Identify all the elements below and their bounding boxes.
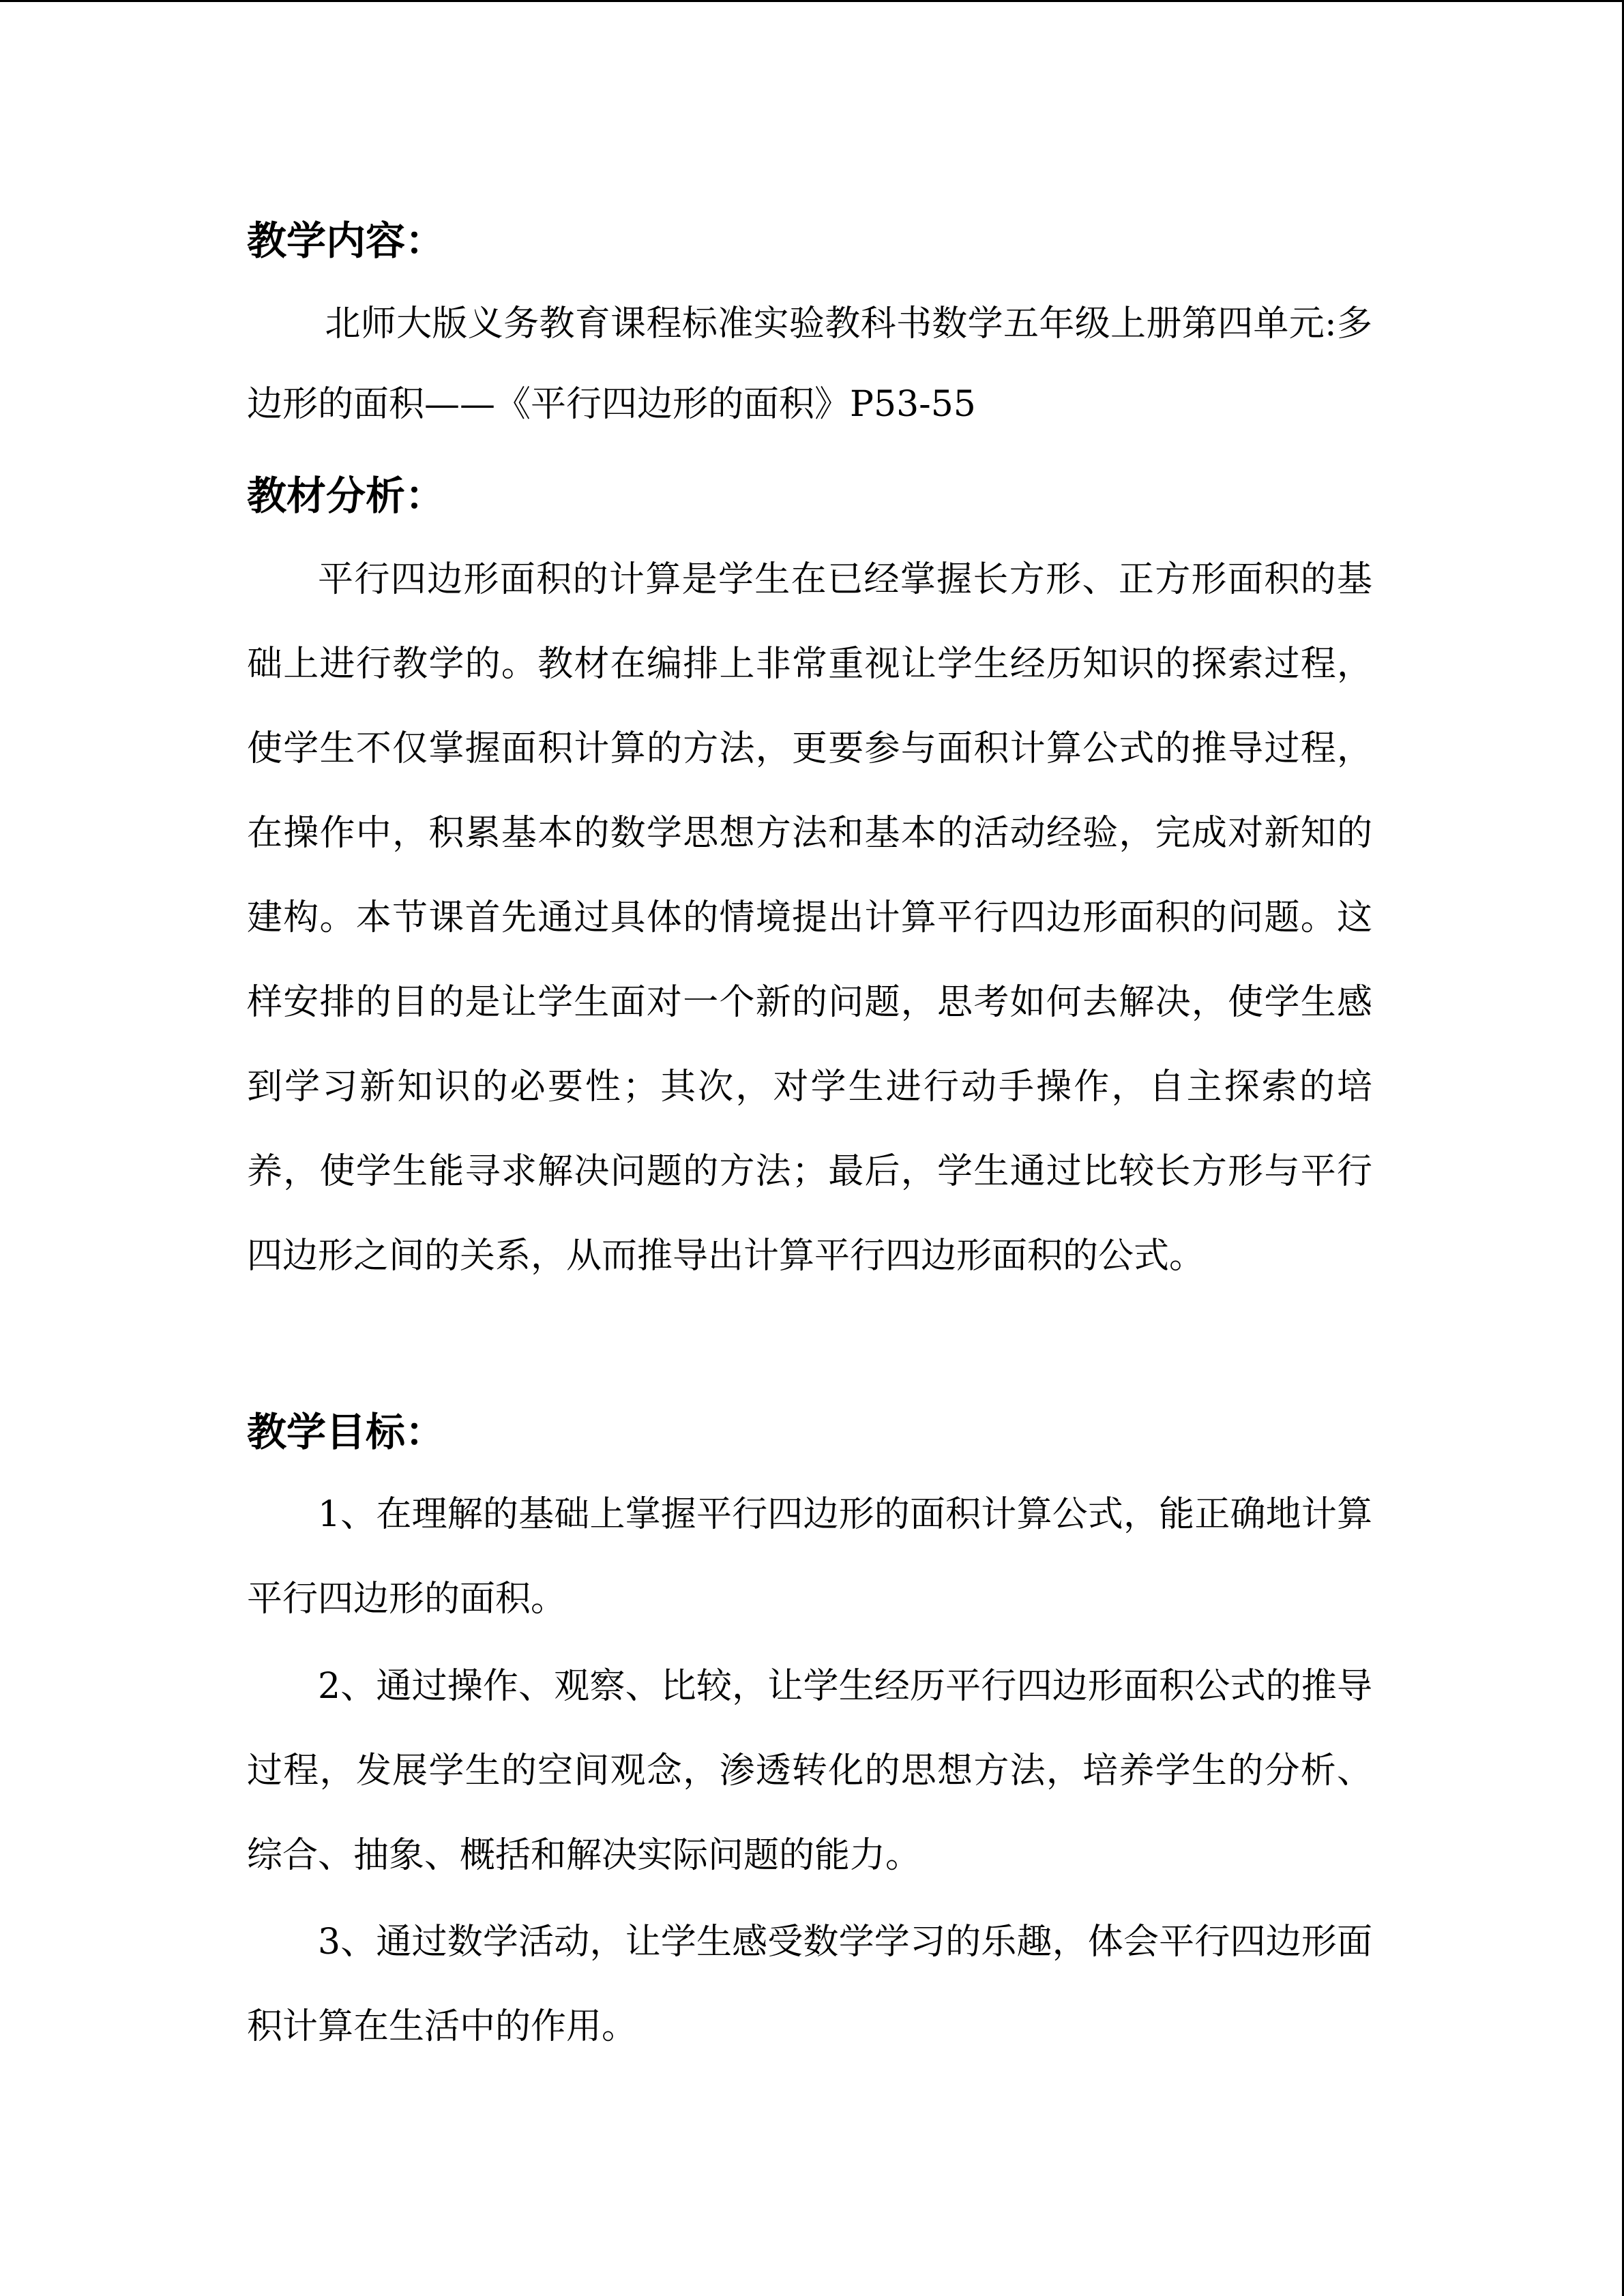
page-border-top: [0, 0, 1624, 2]
objective-item-3: 3、通过数学活动，让学生感受数学学习的乐趣，体会平行四边形面积计算在生活中的作用。: [247, 1922, 1372, 2047]
heading-teaching-content: 教学内容：: [247, 218, 445, 264]
heading-teaching-objectives: 教学目标：: [247, 1409, 445, 1455]
paragraph-teaching-content: 北师大版义务教育课程标准实验教科书数学五年级上册第四单元:多边形的面积——《平行四边形的面积》P53-55: [247, 303, 1372, 425]
objective-item-1: 1、在理解的基础上掌握平行四边形的面积计算公式，能正确地计算平行四边形的面积。: [247, 1494, 1372, 1620]
heading-material-analysis: 教材分析：: [247, 473, 445, 519]
paragraph-material-analysis: 平行四边形面积的计算是学生在已经掌握长方形、正方形面积的基础上进行教学的。教材在编排上非常重视让学生经历知识的探索过程，使学生不仅掌握面积计算的方法，更要参与面积计算公式的推导过程，在操作中，积累基本的数学思想方法和基本的活动经验，完成对新知的建构。本节课首先通过具体的情境提出计算平行四边形面积的问题。这样安排的目的是让学生面对一个新的问题，思考如何去解决，使学生感到学习新知识的必要性；其次，对学生进行动手操作，自主探索的培养，使学生能寻求解决问题的方法；最后，学生通过比较长方形与平行四边形之间的关系，从而推导出计算平行四边形面积的公式。: [247, 559, 1372, 1277]
objective-item-2: 2、通过操作、观察、比较，让学生经历平行四边形面积公式的推导过程，发展学生的空间观念，渗透转化的思想方法，培养学生的分析、综合、抽象、概括和解决实际问题的能力。: [247, 1666, 1372, 1876]
